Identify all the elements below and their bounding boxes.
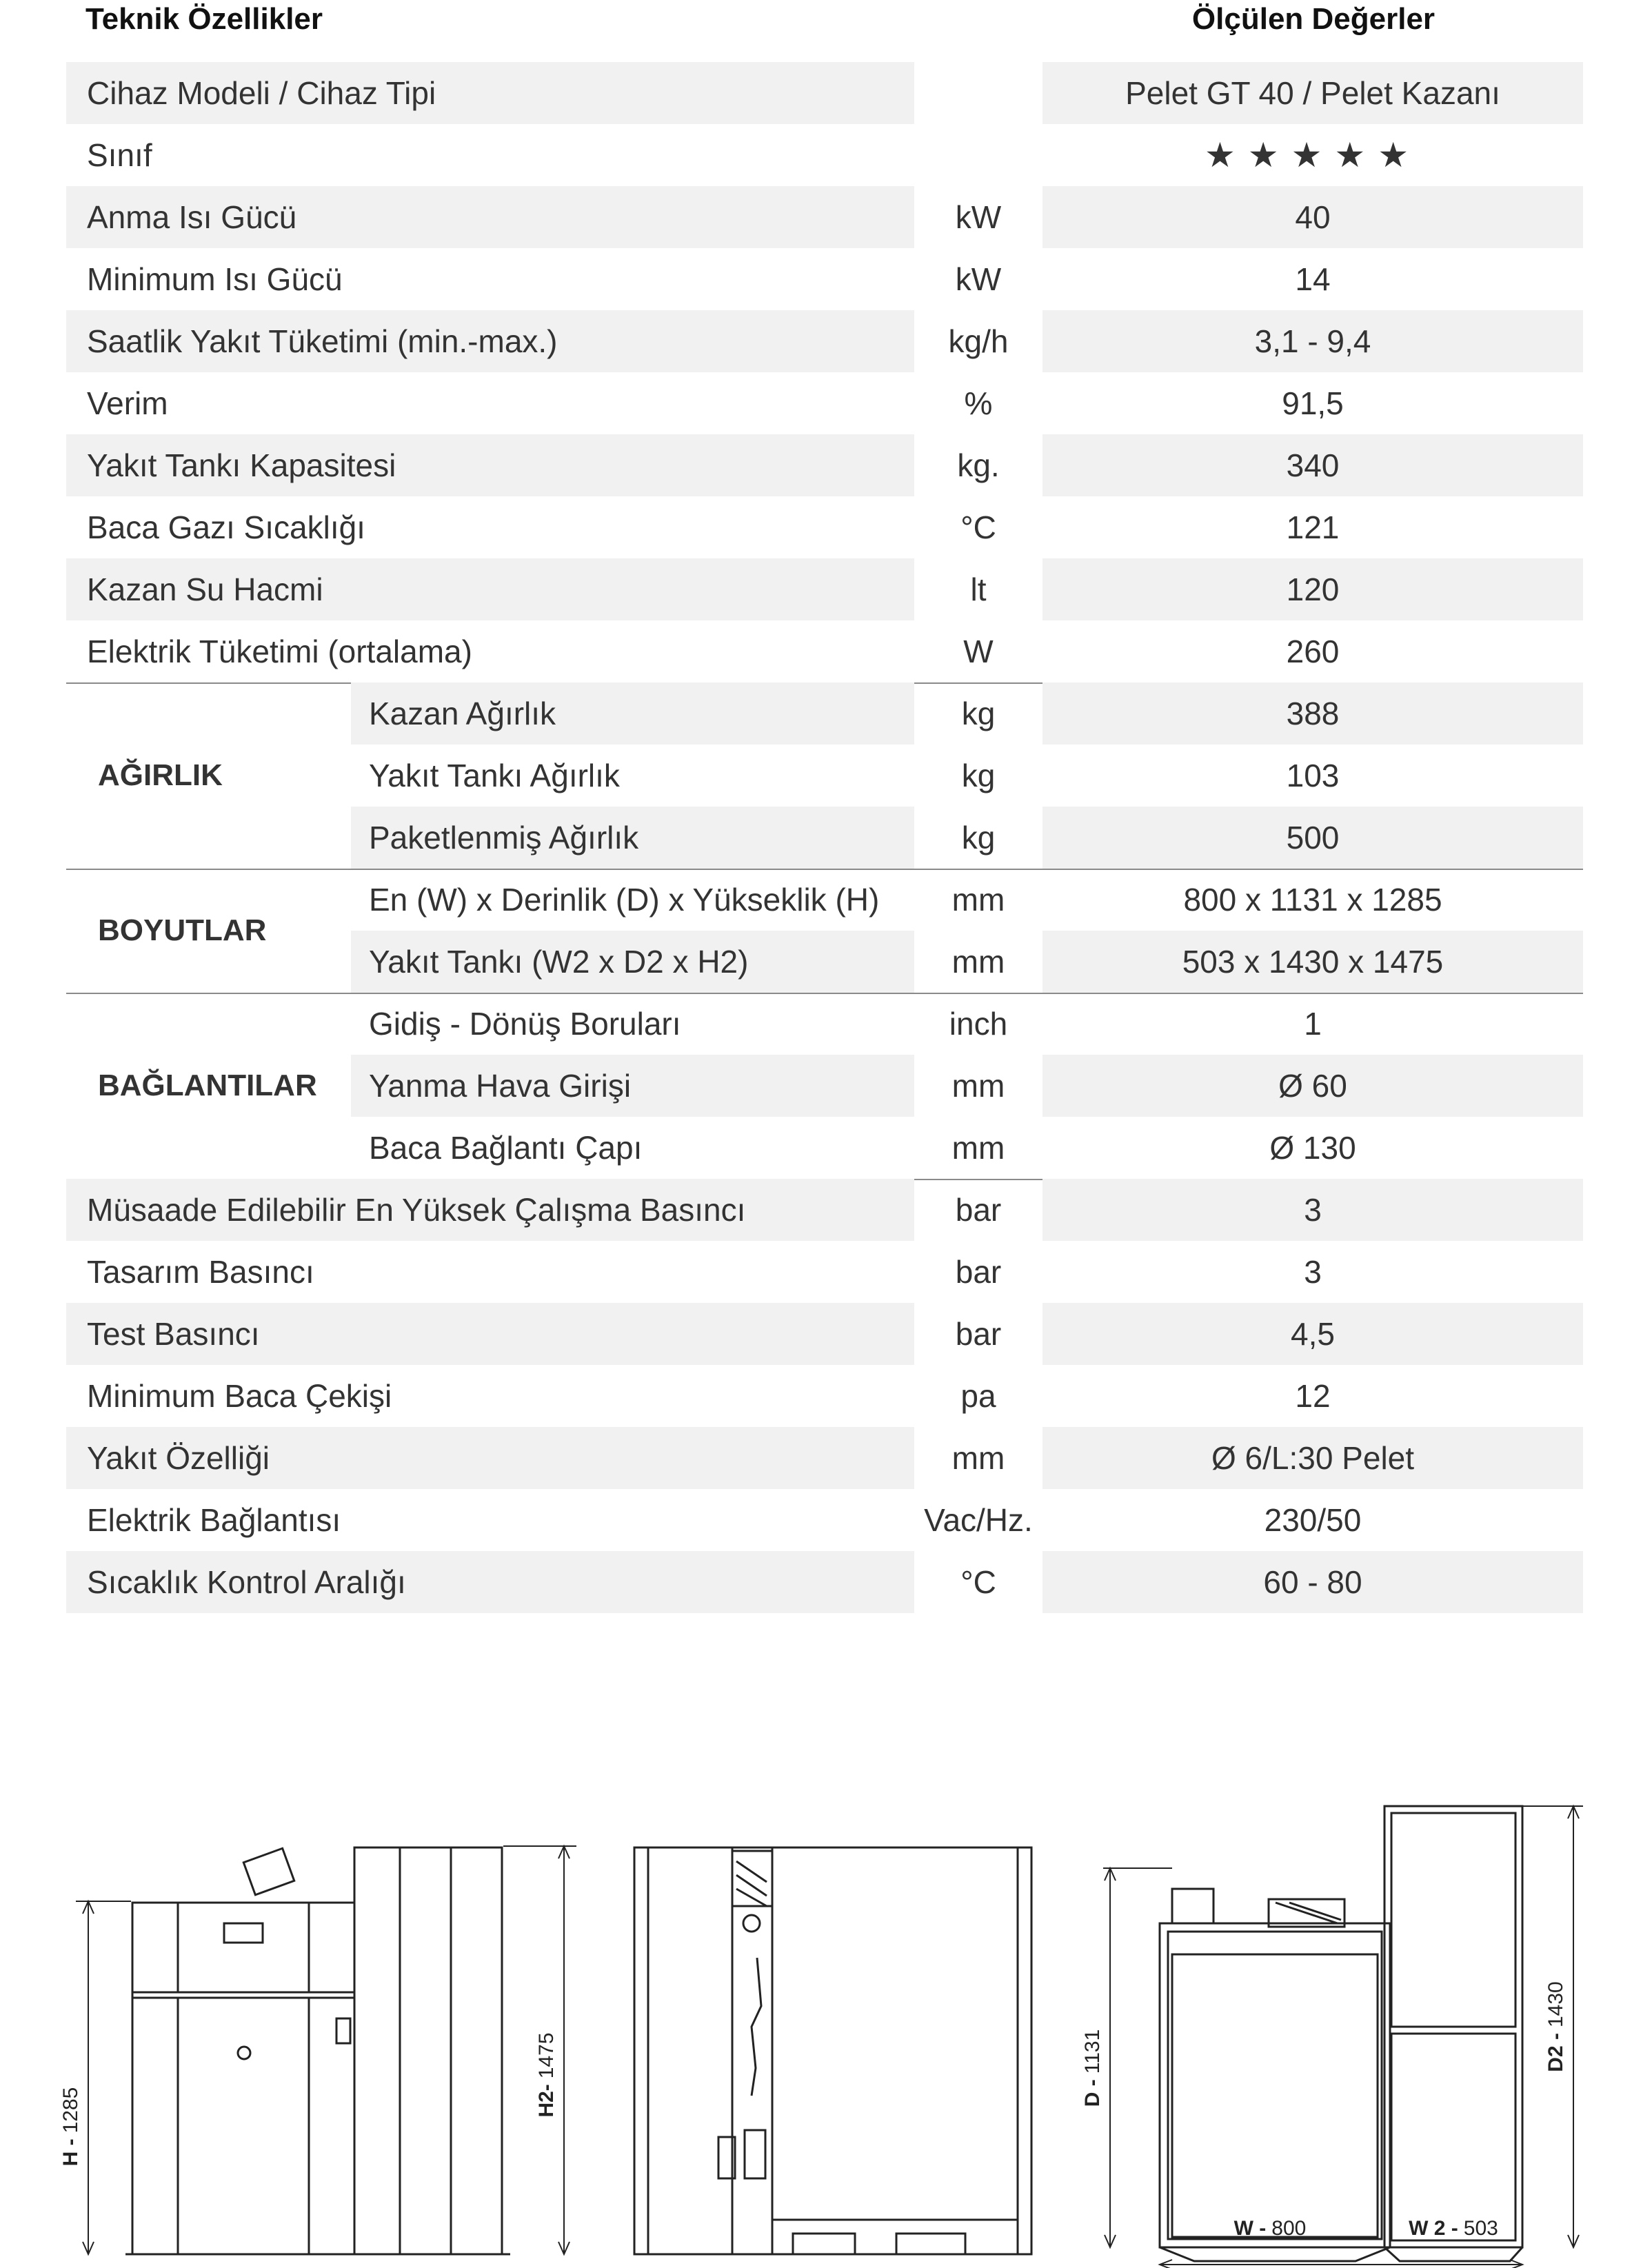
- spec-row-unit: kg: [961, 820, 996, 855]
- technical-drawings: [0, 1779, 1652, 2268]
- spec-row-value: 1: [1304, 1006, 1322, 1042]
- spec-row-label: Müsaade Edilebilir En Yüksek Çalışma Basıncı: [66, 1179, 914, 1241]
- spec-row-label: Yanma Hava Girişi: [351, 1055, 914, 1117]
- spec-row-unit: [914, 62, 1042, 124]
- spec-row-label: Baca Bağlantı Çapı: [369, 1130, 643, 1166]
- spec-row: [66, 434, 1583, 496]
- spec-row-label: Elektrik Tüketimi (ortalama): [87, 634, 472, 669]
- spec-row-unit: mm: [951, 1068, 1005, 1104]
- spec-row-label: Sıcaklık Kontrol Aralığı: [66, 1551, 914, 1613]
- spec-row: [66, 620, 1583, 682]
- spec-row-value: 3,1 - 9,4: [1042, 310, 1583, 372]
- spec-row-value: ★★★★★: [1204, 136, 1422, 174]
- dim-w-label: W - 800: [1233, 2217, 1307, 2240]
- spec-row-label: Baca Gazı Sıcaklığı: [87, 509, 365, 545]
- spec-row-unit: lt: [970, 571, 987, 607]
- dim-d-label: D -1131: [1081, 2029, 1104, 2107]
- spec-row-unit: bar: [955, 1254, 1002, 1290]
- spec-row-unit: kW: [955, 261, 1002, 297]
- spec-row-value: 120: [1042, 558, 1583, 620]
- dim-h-label: H -1285: [59, 2087, 82, 2167]
- spec-row: [66, 496, 1583, 558]
- spec-row-label: Elektrik Bağlantısı: [87, 1502, 341, 1538]
- spec-row-label: En (W) x Derinlik (D) x Yükseklik (H): [369, 882, 880, 918]
- spec-row-label: Kazan Ağırlık: [351, 682, 914, 745]
- spec-row: [66, 1427, 1583, 1489]
- group-title: AĞIRLIK: [98, 758, 223, 792]
- spec-row-label: Sınıf: [87, 137, 152, 173]
- spec-row-value: 500: [1042, 807, 1583, 869]
- spec-row: [66, 1241, 1583, 1303]
- spec-row-unit: mm: [951, 944, 1005, 980]
- spec-row-unit: kg.: [957, 447, 1000, 483]
- dim-d2-label: D2 -1430: [1544, 1981, 1567, 2072]
- spec-row: [66, 1303, 1583, 1365]
- spec-row-unit: mm: [951, 1440, 1005, 1476]
- spec-row-value: 3: [1304, 1254, 1322, 1290]
- spec-row-value: 800 x 1131 x 1285: [1183, 882, 1442, 918]
- spec-row-value: 121: [1286, 509, 1340, 545]
- front-view-drawing: [76, 1846, 576, 2254]
- spec-row-label: Anma Isı Gücü: [66, 186, 914, 248]
- spec-row-value: 230/50: [1264, 1502, 1362, 1538]
- group-title: BAĞLANTILAR: [98, 1069, 317, 1102]
- spec-row: [66, 248, 1583, 310]
- spec-row-unit: [914, 124, 1042, 186]
- spec-row-unit: mm: [951, 882, 1005, 918]
- spec-row-value: Ø 60: [1042, 1055, 1583, 1117]
- spec-row: [66, 1551, 1583, 1613]
- spec-row-value: 340: [1042, 434, 1583, 496]
- group-title: BOYUTLAR: [98, 913, 267, 947]
- spec-row-value: 40: [1042, 186, 1583, 248]
- spec-row: [66, 310, 1583, 372]
- spec-row-value: Ø 6/L:30 Pelet: [1042, 1427, 1583, 1489]
- spec-row-value: 60 - 80: [1042, 1551, 1583, 1613]
- spec-row-label: Cihaz Modeli / Cihaz Tipi: [66, 62, 914, 124]
- specs-title: Teknik Özellikler: [85, 2, 323, 36]
- spec-row-unit: W: [963, 634, 994, 669]
- spec-row: [66, 558, 1583, 620]
- spec-row-label: Test Basıncı: [66, 1303, 914, 1365]
- side-view-drawing: [634, 1847, 1031, 2254]
- spec-row-label: Yakıt Tankı Kapasitesi: [66, 434, 914, 496]
- spec-row-value: 388: [1042, 682, 1583, 745]
- spec-row: [66, 1489, 1583, 1551]
- spec-row-label: Yakıt Tankı Ağırlık: [369, 758, 620, 793]
- spec-row: [66, 1179, 1583, 1241]
- spec-row-value: 260: [1286, 634, 1340, 669]
- spec-row-value: 91,5: [1282, 385, 1344, 421]
- spec-row-label: Paketlenmiş Ağırlık: [351, 807, 914, 869]
- spec-row: [66, 62, 1583, 124]
- spec-row-label: Minimum Baca Çekişi: [87, 1378, 392, 1414]
- spec-row-label: Kazan Su Hacmi: [66, 558, 914, 620]
- spec-row-label: Minimum Isı Gücü: [87, 261, 343, 297]
- spec-row-unit: mm: [951, 1130, 1005, 1166]
- spec-row-unit: kg/h: [948, 323, 1009, 359]
- spec-row-label: Verim: [87, 385, 168, 421]
- spec-row-unit: °C: [960, 1564, 996, 1600]
- spec-row-unit: bar: [955, 1316, 1002, 1352]
- spec-row-unit: pa: [960, 1378, 996, 1414]
- spec-row-unit: kg: [961, 758, 996, 793]
- spec-row-label: Yakıt Tankı (W2 x D2 x H2): [351, 931, 914, 993]
- spec-row-value: 14: [1295, 261, 1331, 297]
- spec-row-unit: Vac/Hz.: [924, 1502, 1033, 1538]
- spec-row-unit: %: [964, 385, 993, 421]
- spec-row: [66, 372, 1583, 434]
- spec-row-value: 103: [1286, 758, 1340, 793]
- spec-row-value: 3: [1042, 1179, 1583, 1241]
- spec-row-unit: kg: [961, 696, 996, 731]
- spec-row-value: Ø 130: [1269, 1130, 1356, 1166]
- spec-row-unit: °C: [960, 509, 996, 545]
- spec-row-unit: inch: [949, 1006, 1008, 1042]
- spec-row: [66, 124, 1583, 186]
- spec-row-label: Saatlik Yakıt Tüketimi (min.-max.): [66, 310, 914, 372]
- spec-row-label: Yakıt Özelliği: [66, 1427, 914, 1489]
- spec-row-value: Pelet GT 40 / Pelet Kazanı: [1042, 62, 1583, 124]
- measured-values-title: Ölçülen Değerler: [1191, 2, 1436, 36]
- spec-row: [66, 1365, 1583, 1427]
- top-view-drawing: [1103, 1806, 1583, 2268]
- spec-row-value: 12: [1295, 1378, 1331, 1414]
- spec-row-value: 503 x 1430 x 1475: [1042, 931, 1583, 993]
- spec-row-unit: kW: [955, 199, 1002, 235]
- dim-h2-label: H2-1475: [535, 2032, 558, 2118]
- spec-row-value: 4,5: [1042, 1303, 1583, 1365]
- dim-w2-label: W 2 - 503: [1409, 2217, 1498, 2240]
- spec-row-label: Tasarım Basıncı: [87, 1254, 314, 1290]
- spec-row-unit: bar: [955, 1192, 1002, 1228]
- spec-row: [66, 186, 1583, 248]
- spec-row-label: Gidiş - Dönüş Boruları: [369, 1006, 681, 1042]
